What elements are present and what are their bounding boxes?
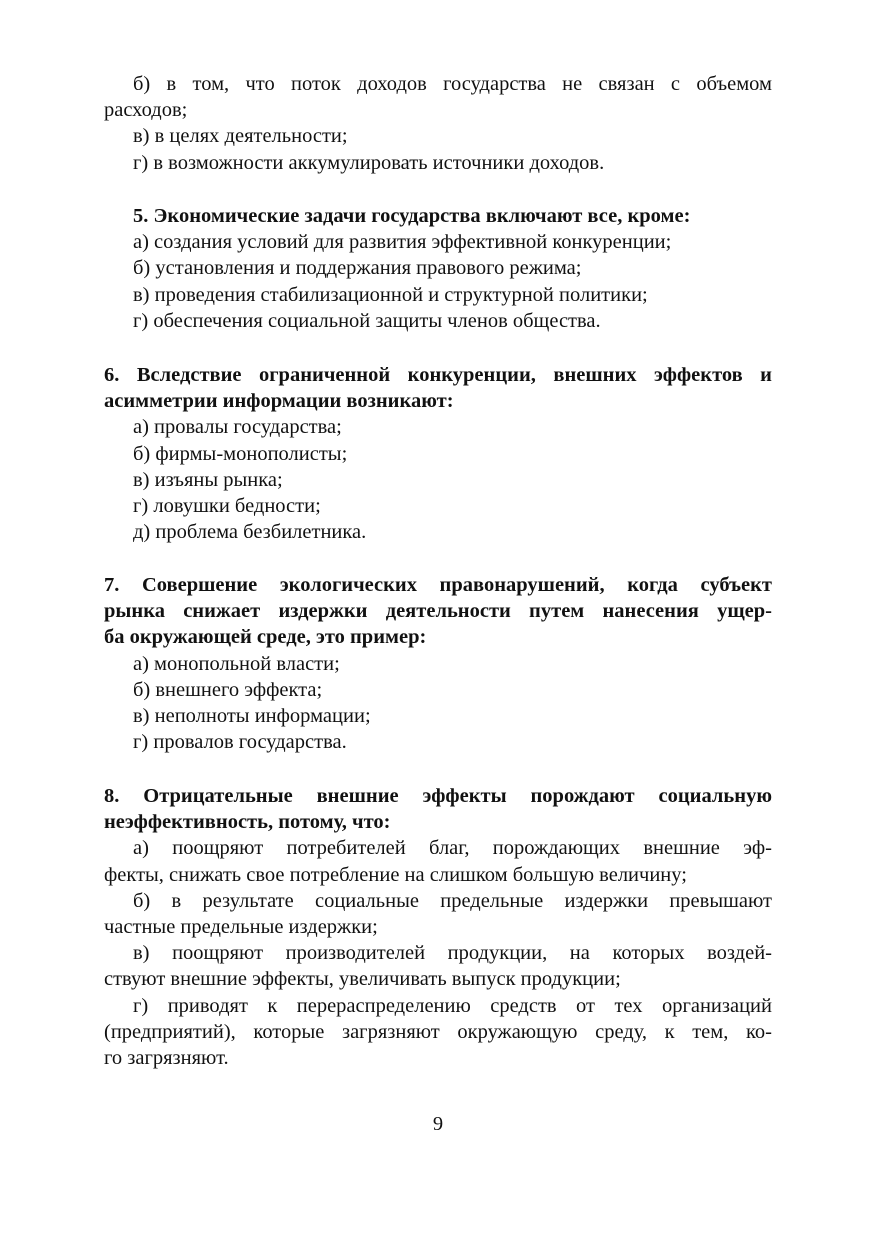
answer-line: в) в целях деятельности; — [133, 125, 348, 148]
question-text: ба окружающей среде, это пример: — [104, 626, 427, 649]
answer-option: а) провалы государства; — [133, 416, 342, 439]
answer-option: а) поощряют потребителей благ, порождающих внешние эф- — [133, 837, 772, 860]
question-8 — [104, 783, 772, 1071]
answer-option: в) проведения стабилизационной и структурной политики; — [133, 283, 648, 306]
question-5 — [104, 203, 772, 334]
answer-option: а) монопольной власти; — [133, 652, 340, 675]
answer-option: в) поощряют производителей продукции, на которых воздей- — [133, 942, 772, 965]
answer-option-continuation: ствуют внешние эффекты, увеличивать выпуск продукции; — [104, 968, 621, 991]
question-text: 5. Экономические задачи государства включают все, кроме: — [133, 205, 691, 227]
answer-option: г) ловушки бедности; — [133, 495, 321, 518]
page-number: 9 — [432, 1113, 444, 1135]
answer-option: г) провалов государства. — [133, 731, 347, 754]
previous-question-continuation — [104, 71, 772, 176]
question-text: 7. Совершение экологических правонарушений, когда субъект — [104, 574, 772, 596]
answer-option: б) внешнего эффекта; — [133, 678, 323, 701]
question-text: асимметрии информации возникают: — [104, 390, 454, 413]
answer-option: в) неполноты информации; — [133, 705, 371, 728]
question-text: 6. Вследствие ограниченной конкуренции, внешних эффектов и — [104, 364, 772, 386]
answer-option: г) приводят к перераспределению средств от тех организаций — [133, 994, 772, 1017]
question-7 — [104, 572, 772, 755]
answer-option-continuation: фекты, снижать свое потребление на слишком большую величину; — [104, 863, 687, 886]
question-6 — [104, 362, 772, 545]
question-text: 8. Отрицательные внешние эффекты порождают социальную — [104, 785, 772, 807]
answer-option: б) установления и поддержания правового режима; — [133, 257, 582, 280]
answer-option: б) в результате социальные предельные издержки превышают — [133, 889, 772, 912]
answer-option: б) фирмы-монополисты; — [133, 442, 348, 465]
question-text: рынка снижает издержки деятельности путем нанесения ущер- — [104, 600, 772, 623]
answer-line: б) в том, что поток доходов государства не связан с объемом — [133, 73, 772, 95]
answer-option: а) создания условий для развития эффективной конкуренции; — [133, 231, 672, 254]
answer-option: в) изъяны рынка; — [133, 468, 283, 491]
answer-option-continuation: го загрязняют. — [104, 1047, 229, 1070]
answer-option: д) проблема безбилетника. — [133, 521, 367, 544]
answer-line: г) в возможности аккумулировать источники доходов. — [133, 151, 605, 174]
answer-option: г) обеспечения социальной защиты членов общества. — [133, 309, 601, 332]
answer-option-continuation: частные предельные издержки; — [104, 916, 378, 939]
answer-option-continuation: (предприятий), которые загрязняют окружающую среду, к тем, ко- — [104, 1020, 772, 1043]
answer-line: расходов; — [104, 99, 188, 122]
question-text: неэффективность, потому, что: — [104, 811, 391, 834]
